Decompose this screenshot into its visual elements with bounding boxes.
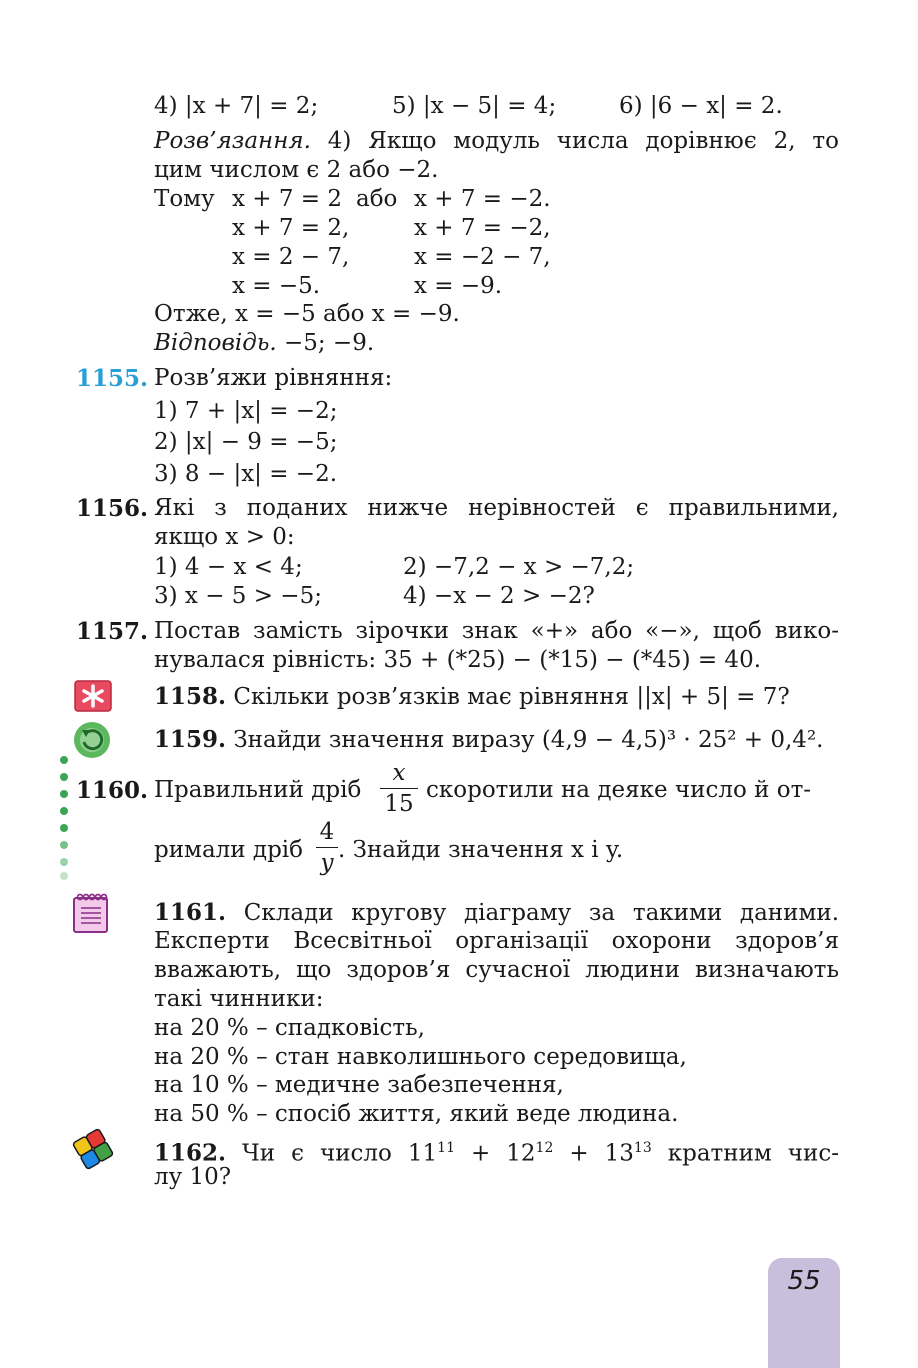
solution-line-1-text: 4) Якщо модуль числа дорівнює 2, то — [310, 128, 839, 154]
problem-1156-line-1: Які з поданих нижче нерівностей є правильними, — [154, 495, 839, 521]
problem-1157-line-2: нувалася рівність: 35 + (*25) − (*15) − (*45) = 40. — [154, 647, 762, 673]
problem-1161-line-3: вважають, що здоров’я сучасної людини визначають — [154, 957, 839, 983]
page-number: 55 — [787, 1266, 821, 1296]
problem-number-1157: 1157. — [76, 618, 149, 645]
problem-1161-line-1-text: Склади кругову діаграму за такими даними. — [226, 900, 839, 926]
fraction-x-over-15 — [380, 760, 418, 817]
problem-1158-text: Скільки розв’язків має рівняння ||x| + 5| = 7? — [226, 684, 790, 710]
problem-1161-item-1: на 20 % – спадковість, — [154, 1015, 425, 1041]
problem-1161-item-4: на 50 % – спосіб життя, який веде людина. — [154, 1101, 679, 1127]
solution-col2-row3: x = −2 − 7, — [414, 244, 551, 270]
problem-1154-part-6: 6) |6 − x| = 2. — [619, 93, 783, 119]
solution-label: Розв’язання. — [154, 128, 311, 154]
solution-line-2: цим числом є 2 або −2. — [154, 157, 439, 183]
dot-5 — [60, 824, 68, 832]
problem-1162-text-c: + 13 — [553, 1140, 634, 1167]
problem-1156-line-2: якщо x > 0: — [154, 524, 295, 550]
solution-abo: або — [356, 186, 398, 212]
problem-1161-item-2: на 20 % – стан навколишнього середовища, — [154, 1044, 687, 1070]
exponent-2: 12 — [535, 1140, 554, 1156]
fraction-1-bar — [380, 788, 418, 789]
refresh-cycle-icon — [72, 720, 112, 764]
solution-tomu: Тому — [154, 186, 215, 212]
notebook-icon — [72, 892, 110, 938]
problem-1154-part-4: 4) |x + 7| = 2; — [154, 93, 319, 119]
problem-1162-text-a: Чи є число 11 — [226, 1140, 438, 1167]
problem-1155-item-2: 2) |x| − 9 = −5; — [154, 429, 338, 455]
problem-1161-line-2: Експерти Всесвітньої організації охорони здоров’я — [154, 928, 839, 954]
solution-line-1 — [154, 127, 839, 156]
problem-1161-line-1 — [154, 898, 839, 928]
problem-1155-item-1: 1) 7 + |x| = −2; — [154, 398, 338, 424]
answer-value: −5; −9. — [276, 330, 375, 356]
problem-1162-text-d: кратним чис- — [651, 1140, 840, 1167]
problem-1155-item-3: 3) 8 − |x| = −2. — [154, 461, 338, 487]
fraction-2-numerator: 4 — [319, 819, 335, 845]
solution-col1-row3: x = 2 − 7, — [232, 244, 350, 270]
solution-col1-row4: x = −5. — [232, 273, 321, 299]
problem-number-1160: 1160. — [76, 777, 149, 804]
problem-1158 — [154, 682, 790, 712]
dot-3 — [60, 790, 68, 798]
dot-8 — [60, 872, 68, 880]
fraction-2-bar — [316, 847, 338, 848]
problem-number-1161: 1161. — [154, 899, 227, 926]
problem-1162-line-2: лу 10? — [154, 1164, 232, 1190]
solution-col2-row2: x + 7 = −2, — [414, 215, 551, 241]
dot-4 — [60, 807, 68, 815]
problem-1161-line-4: такі чинники: — [154, 986, 324, 1012]
problem-1159 — [154, 725, 823, 755]
exponent-1: 11 — [437, 1140, 455, 1156]
problem-1160-before-frac1: Правильний дріб — [154, 777, 362, 803]
dot-7 — [60, 858, 68, 866]
solution-col2-row4: x = −9. — [414, 273, 503, 299]
solution-col1-row1: x + 7 = 2 — [232, 186, 343, 212]
solution-answer — [154, 329, 374, 358]
fraction-2-denominator: y — [320, 850, 334, 876]
solution-col1-row2: x + 7 = 2, — [232, 215, 350, 241]
problem-number-1158: 1158. — [154, 683, 227, 710]
problem-1161-item-3: на 10 % – медичне забезпечення, — [154, 1072, 564, 1098]
fraction-4-over-y — [316, 819, 338, 876]
solution-col2-row1: x + 7 = −2. — [414, 186, 551, 212]
dot-1 — [60, 756, 68, 764]
problem-1157-line-1: Постав замість зірочки знак «+» або «−», щоб вико- — [154, 618, 839, 644]
problem-1154-part-5: 5) |x − 5| = 4; — [392, 93, 557, 119]
problem-1160-before-frac2: римали дріб — [154, 837, 303, 863]
problem-1162-text-b: + 12 — [454, 1140, 536, 1167]
exponent-3: 13 — [633, 1140, 652, 1156]
dot-6 — [60, 841, 68, 849]
answer-label: Відповідь. — [154, 330, 277, 356]
problem-number-1162: 1162. — [154, 1139, 227, 1167]
puzzle-cube-icon — [72, 1128, 114, 1174]
fraction-1-numerator: x — [392, 760, 406, 786]
problem-number-1156: 1156. — [76, 495, 149, 522]
problem-1156-item-4: 4) −x − 2 > −2? — [403, 583, 595, 609]
fraction-1-denominator: 15 — [384, 791, 414, 817]
problem-1156-item-1: 1) 4 − x < 4; — [154, 554, 303, 580]
problem-1159-text: Знайди значення виразу (4,9 − 4,5)³ · 25² + 0,4². — [226, 727, 824, 753]
problem-1160-after-frac1: скоротили на деяке число й от- — [426, 777, 812, 803]
dot-2 — [60, 773, 68, 781]
problem-number-1159: 1159. — [154, 726, 227, 753]
problem-1156-item-2: 2) −7,2 − x > −7,2; — [403, 554, 635, 580]
problem-1155-text: Розв’яжи рівняння: — [154, 365, 393, 391]
star-puzzle-icon — [74, 680, 112, 716]
problem-number-1155: 1155. — [76, 365, 149, 392]
solution-conclusion: Отже, x = −5 або x = −9. — [154, 301, 460, 327]
problem-1162-line-1 — [154, 1134, 839, 1169]
problem-1156-item-3: 3) x − 5 > −5; — [154, 583, 322, 609]
problem-1160-after-frac2: . Знайди значення x і y. — [338, 837, 624, 863]
